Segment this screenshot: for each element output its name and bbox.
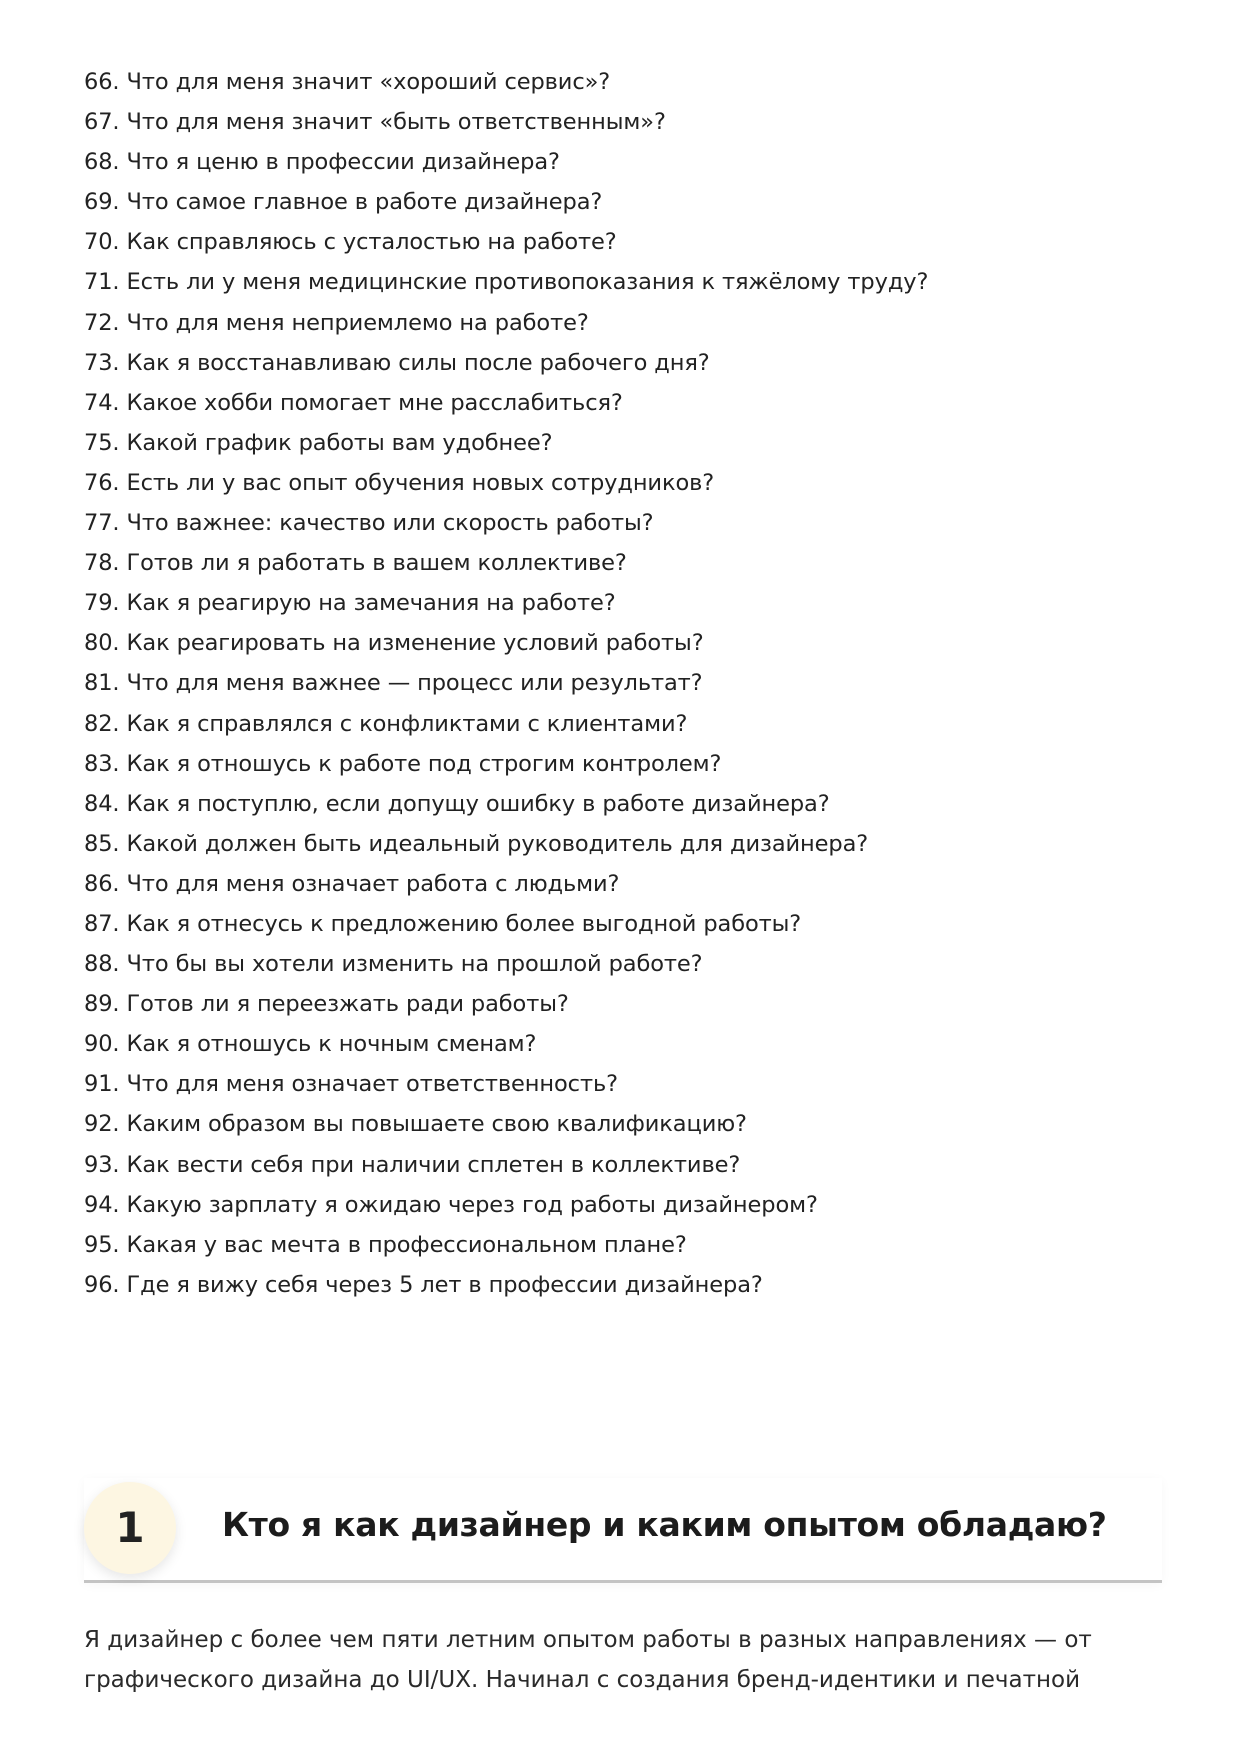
question-item: 66. Что для меня значит «хороший сервис»? [84,69,611,95]
question-item: 96. Где я вижу себя через 5 лет в профессии дизайнера? [84,1271,763,1298]
question-item: 92. Каким образом вы повышаете свою квалификацию? [84,1111,747,1138]
question-item: 90. Как я отношусь к ночным сменам? [84,1031,537,1058]
question-item: 74. Какое хобби помогает мне расслабиться? [84,389,623,416]
question-item: 72. Что для меня неприемлемо на работе? [84,309,589,336]
question-item: 93. Как вести себя при наличии сплетен в коллективе? [84,1151,741,1178]
question-item: 84. Как я поступлю, если допущу ошибку в работе дизайнера? [84,790,830,817]
question-item: 83. Как я отношусь к работе под строгим контролем? [84,750,722,777]
question-item: 91. Что для меня означает ответственность? [84,1071,618,1098]
question-item: 67. Что для меня значит «быть ответственным»? [84,109,666,136]
question-item: 76. Есть ли у вас опыт обучения новых сотрудников? [84,469,715,496]
question-item: 81. Что для меня важнее — процесс или результат? [84,670,703,697]
section-header [84,1478,1162,1583]
section-body-line: графического дизайна до UI/UX. Начинал с создания бренд-идентики и печатной [84,1667,1081,1693]
section-body-line: Я дизайнер с более чем пяти летним опытом работы в разных направлениях — от [84,1627,1092,1653]
question-item: 82. Как я справлялся с конфликтами с клиентами? [84,710,688,737]
question-item: 86. Что для меня означает работа с людьми? [84,870,620,897]
question-item: 71. Есть ли у меня медицинские противопоказания к тяжёлому труду? [84,269,929,296]
question-item: 95. Какая у вас мечта в профессиональном плане? [84,1231,687,1258]
question-item: 78. Готов ли я работать в вашем коллективе? [84,550,627,577]
section-body [84,1620,1164,1700]
question-item: 89. Готов ли я переезжать ради работы? [84,991,569,1018]
section-number-badge: 1 [84,1482,176,1574]
question-item: 80. Как реагировать на изменение условий работы? [84,630,704,657]
question-item: 68. Что я ценю в профессии дизайнера? [84,149,560,176]
question-item: 69. Что самое главное в работе дизайнера? [84,189,603,216]
question-item: 85. Какой должен быть идеальный руководитель для дизайнера? [84,830,869,857]
question-list [84,62,1164,1305]
question-item: 73. Как я восстанавливаю силы после рабочего дня? [84,349,710,376]
question-item: 70. Как справляюсь с усталостью на работе? [84,229,617,256]
section-title: Кто я как дизайнер и каким опытом обладаю? [222,1505,1107,1544]
question-item: 88. Что бы вы хотели изменить на прошлой работе? [84,951,703,978]
question-item: 77. Что важнее: качество или скорость работы? [84,510,654,537]
question-item: 79. Как я реагирую на замечания на работе? [84,590,616,617]
question-item: 94. Какую зарплату я ожидаю через год работы дизайнером? [84,1191,818,1218]
question-item: 75. Какой график работы вам удобнее? [84,429,553,456]
question-item: 87. Как я отнесусь к предложению более выгодной работы? [84,910,802,937]
